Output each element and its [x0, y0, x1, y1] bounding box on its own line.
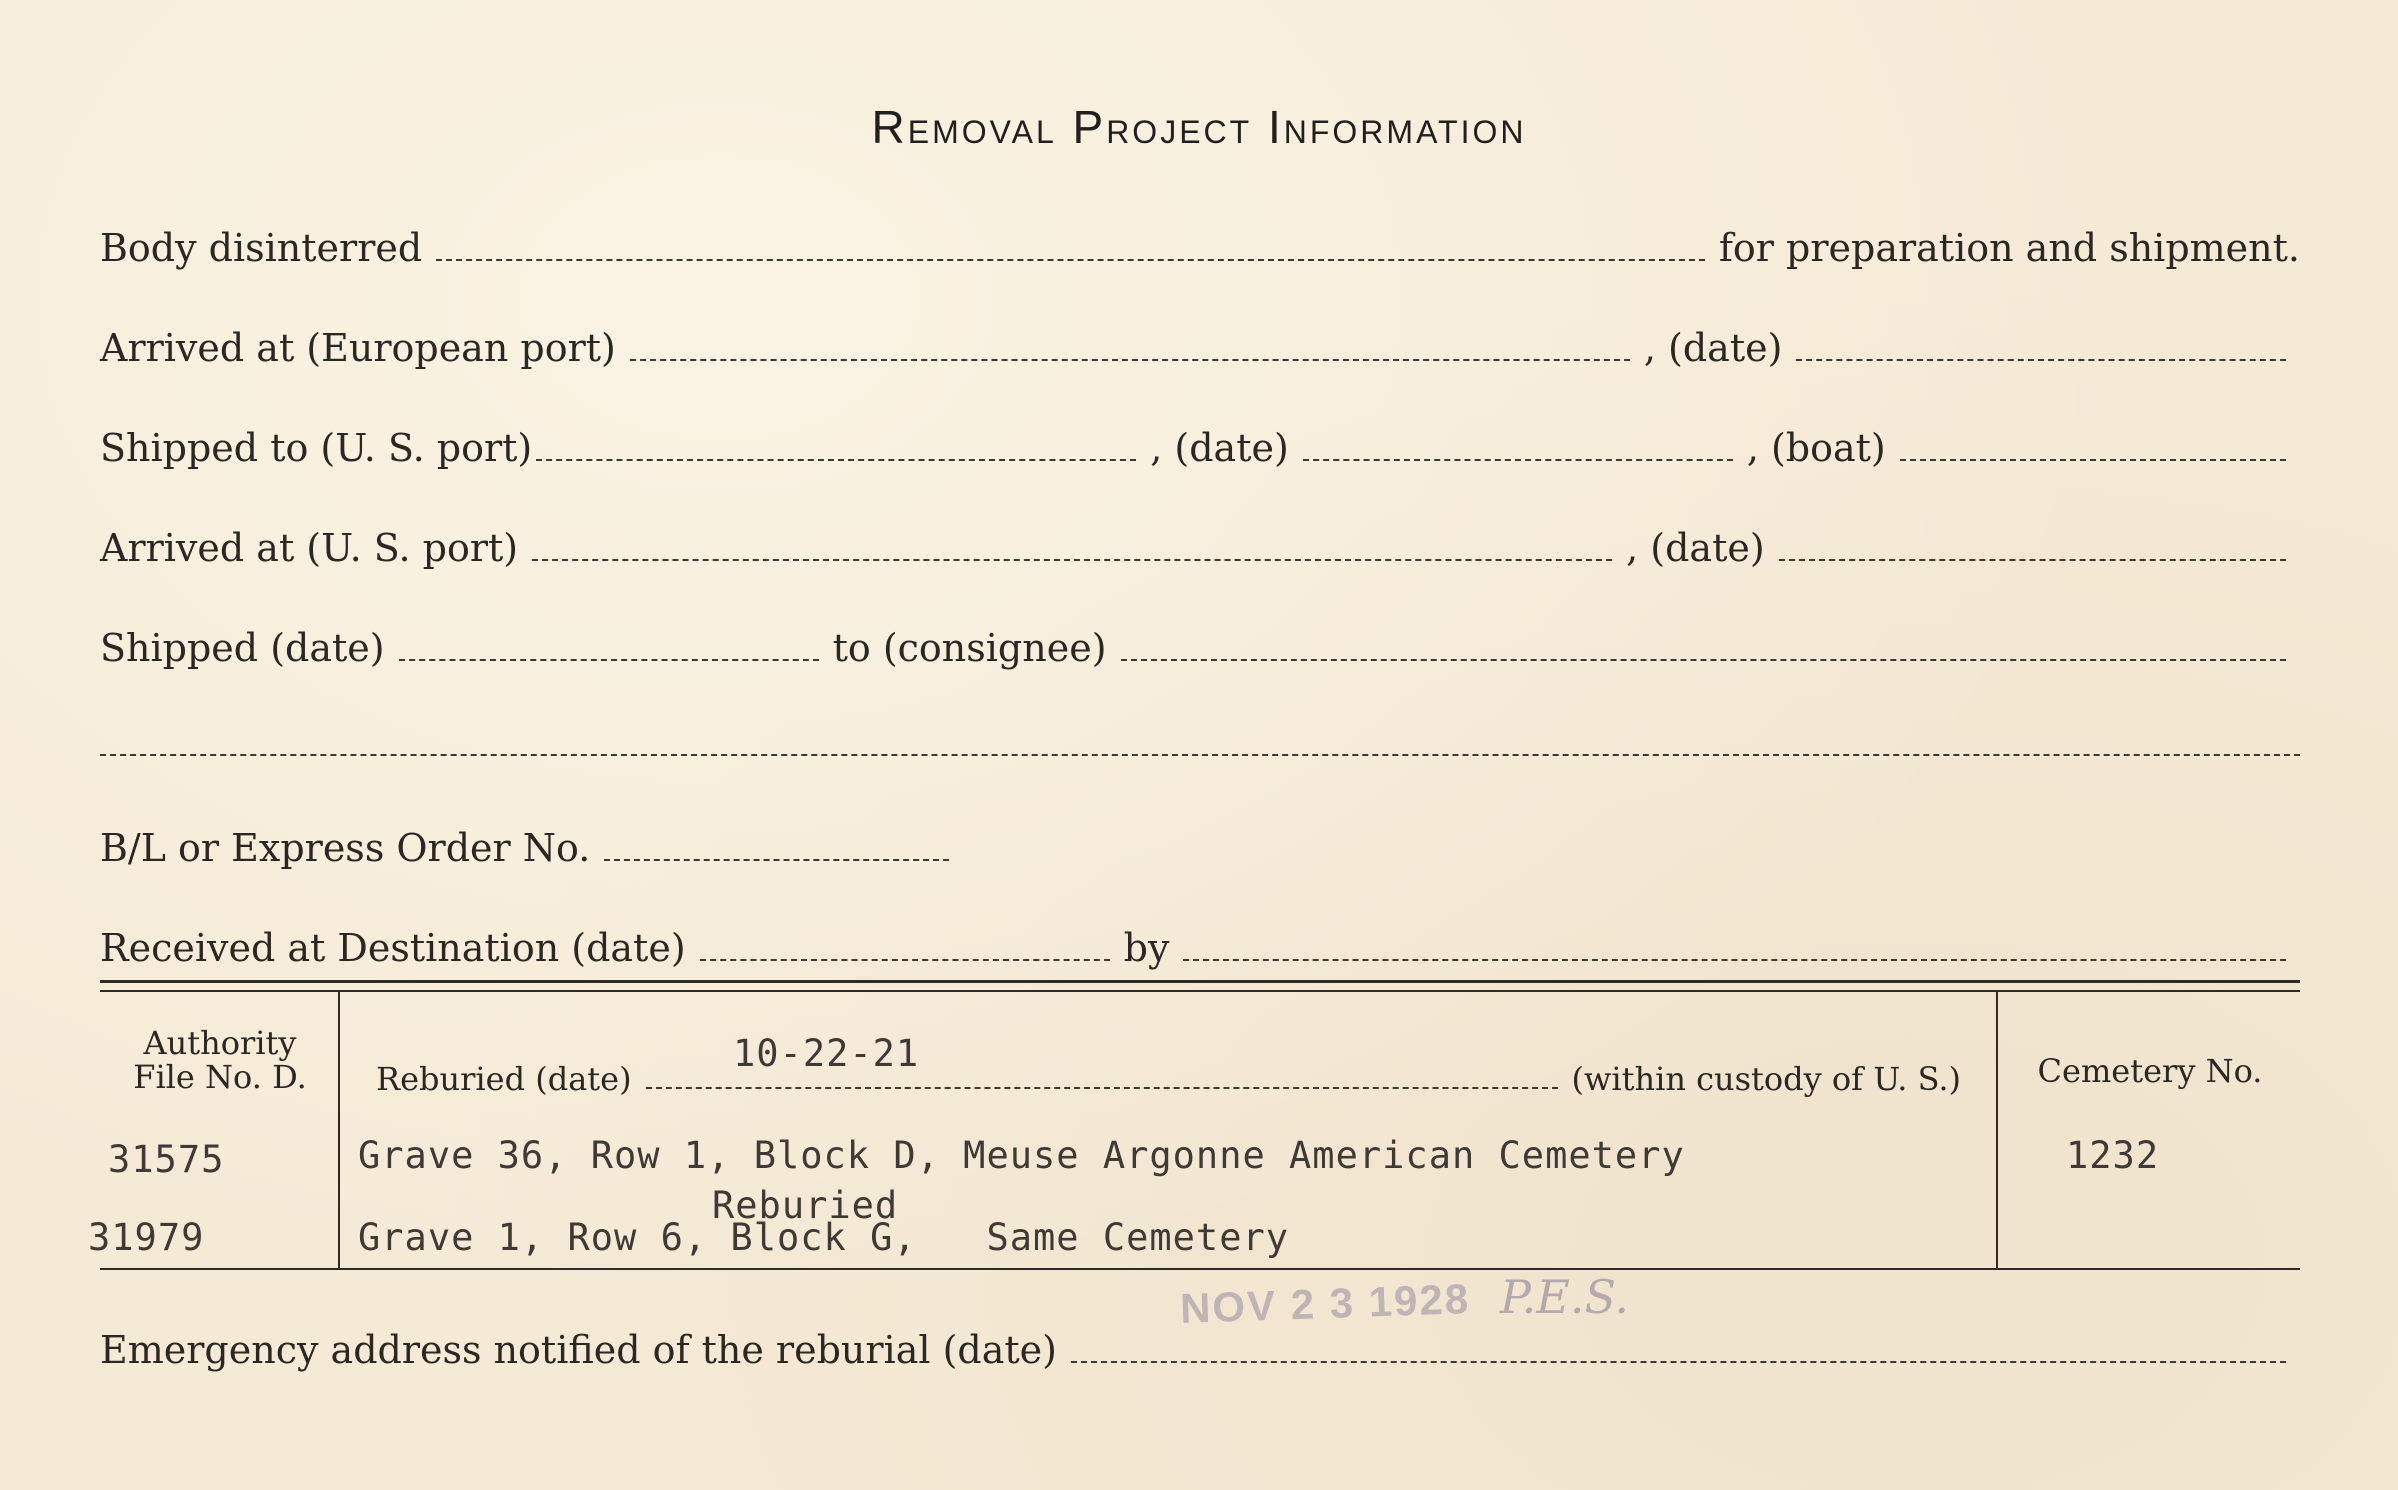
body-disinterred-label: Body disinterred: [100, 226, 423, 270]
reburied-note: Reburied: [712, 1184, 899, 1227]
bl-order-row: [100, 820, 2300, 870]
boat-field: [1900, 459, 2286, 461]
shipped-to-us-label: Shipped to (U. S. port): [100, 426, 533, 470]
date-label: , (date): [1643, 326, 1783, 370]
file-no-1: 31575: [108, 1138, 225, 1181]
arrived-us-port-field: [532, 559, 1612, 561]
ship-date-field: [1303, 459, 1733, 461]
shipped-consignee-row: [100, 620, 2300, 670]
shipped-date-field: [399, 659, 819, 661]
received-destination-label: Received at Destination (date): [100, 926, 686, 970]
received-date-field: [700, 959, 1110, 961]
emergency-label: Emergency address notified of the reburial (date): [100, 1328, 1057, 1372]
date-label: , (date): [1626, 526, 1765, 570]
table-divider-left: [338, 990, 340, 1268]
arrived-european-label: Arrived at (European port): [100, 326, 616, 370]
received-by-field: [1183, 959, 2286, 961]
european-date-field: [1796, 359, 2286, 361]
boat-label: , (boat): [1746, 426, 1886, 470]
received-destination-row: [100, 920, 2300, 970]
for-preparation-label: for preparation and shipment.: [1718, 226, 2300, 270]
grave-location-2: Grave 1, Row 6, Block G, Same Cemetery: [358, 1216, 1290, 1259]
reburied-date-field: [646, 1087, 1558, 1089]
table-top-rule: [100, 980, 2300, 992]
consignee-continuation-field: [100, 754, 2300, 756]
arrived-us-label: Arrived at (U. S. port): [100, 526, 519, 570]
emergency-date-field: [1071, 1361, 2286, 1363]
cemetery-no-header: Cemetery No.: [2037, 1052, 2263, 1090]
body-disinterred-row: [100, 220, 2300, 270]
card-title: Removal Project Information: [871, 101, 1527, 153]
bl-order-label: B/L or Express Order No.: [100, 826, 591, 870]
shipped-date-label: Shipped (date): [100, 626, 385, 670]
table-bottom-rule: [100, 1268, 2300, 1270]
file-no-2: 31979: [88, 1216, 205, 1259]
stamp-initials: P.E.S.: [1500, 1270, 1629, 1324]
arrived-european-row: [100, 320, 2300, 370]
cemetery-no-1: 1232: [2066, 1134, 2160, 1177]
reburied-date-label: Reburied (date): [376, 1060, 632, 1098]
date-label: , (date): [1150, 426, 1289, 470]
reburied-date-value: 10-22-21: [733, 1032, 920, 1075]
custody-label: (within custody of U. S.): [1571, 1060, 1961, 1098]
consignee-label: to (consignee): [832, 626, 1107, 670]
by-label: by: [1123, 926, 1170, 970]
reburied-row: [376, 1048, 1961, 1098]
arrived-us-date-field: [1779, 559, 2286, 561]
consignee-field: [1121, 659, 2286, 661]
grave-location-1: Grave 36, Row 1, Block D, Meuse Argonne American Cemetery: [358, 1134, 1685, 1177]
authority-file-header: Authority File No. D.: [133, 1024, 307, 1096]
body-disinterred-field: [436, 259, 1705, 261]
bl-order-field: [604, 859, 949, 861]
european-port-field: [630, 359, 1630, 361]
table-divider-right: [1996, 990, 1998, 1268]
date-stamp: NOV 2 3 1928: [1179, 1274, 1471, 1333]
arrived-us-row: [100, 520, 2300, 570]
shipped-to-us-row: [100, 420, 2300, 470]
us-port-field: [536, 459, 1136, 461]
